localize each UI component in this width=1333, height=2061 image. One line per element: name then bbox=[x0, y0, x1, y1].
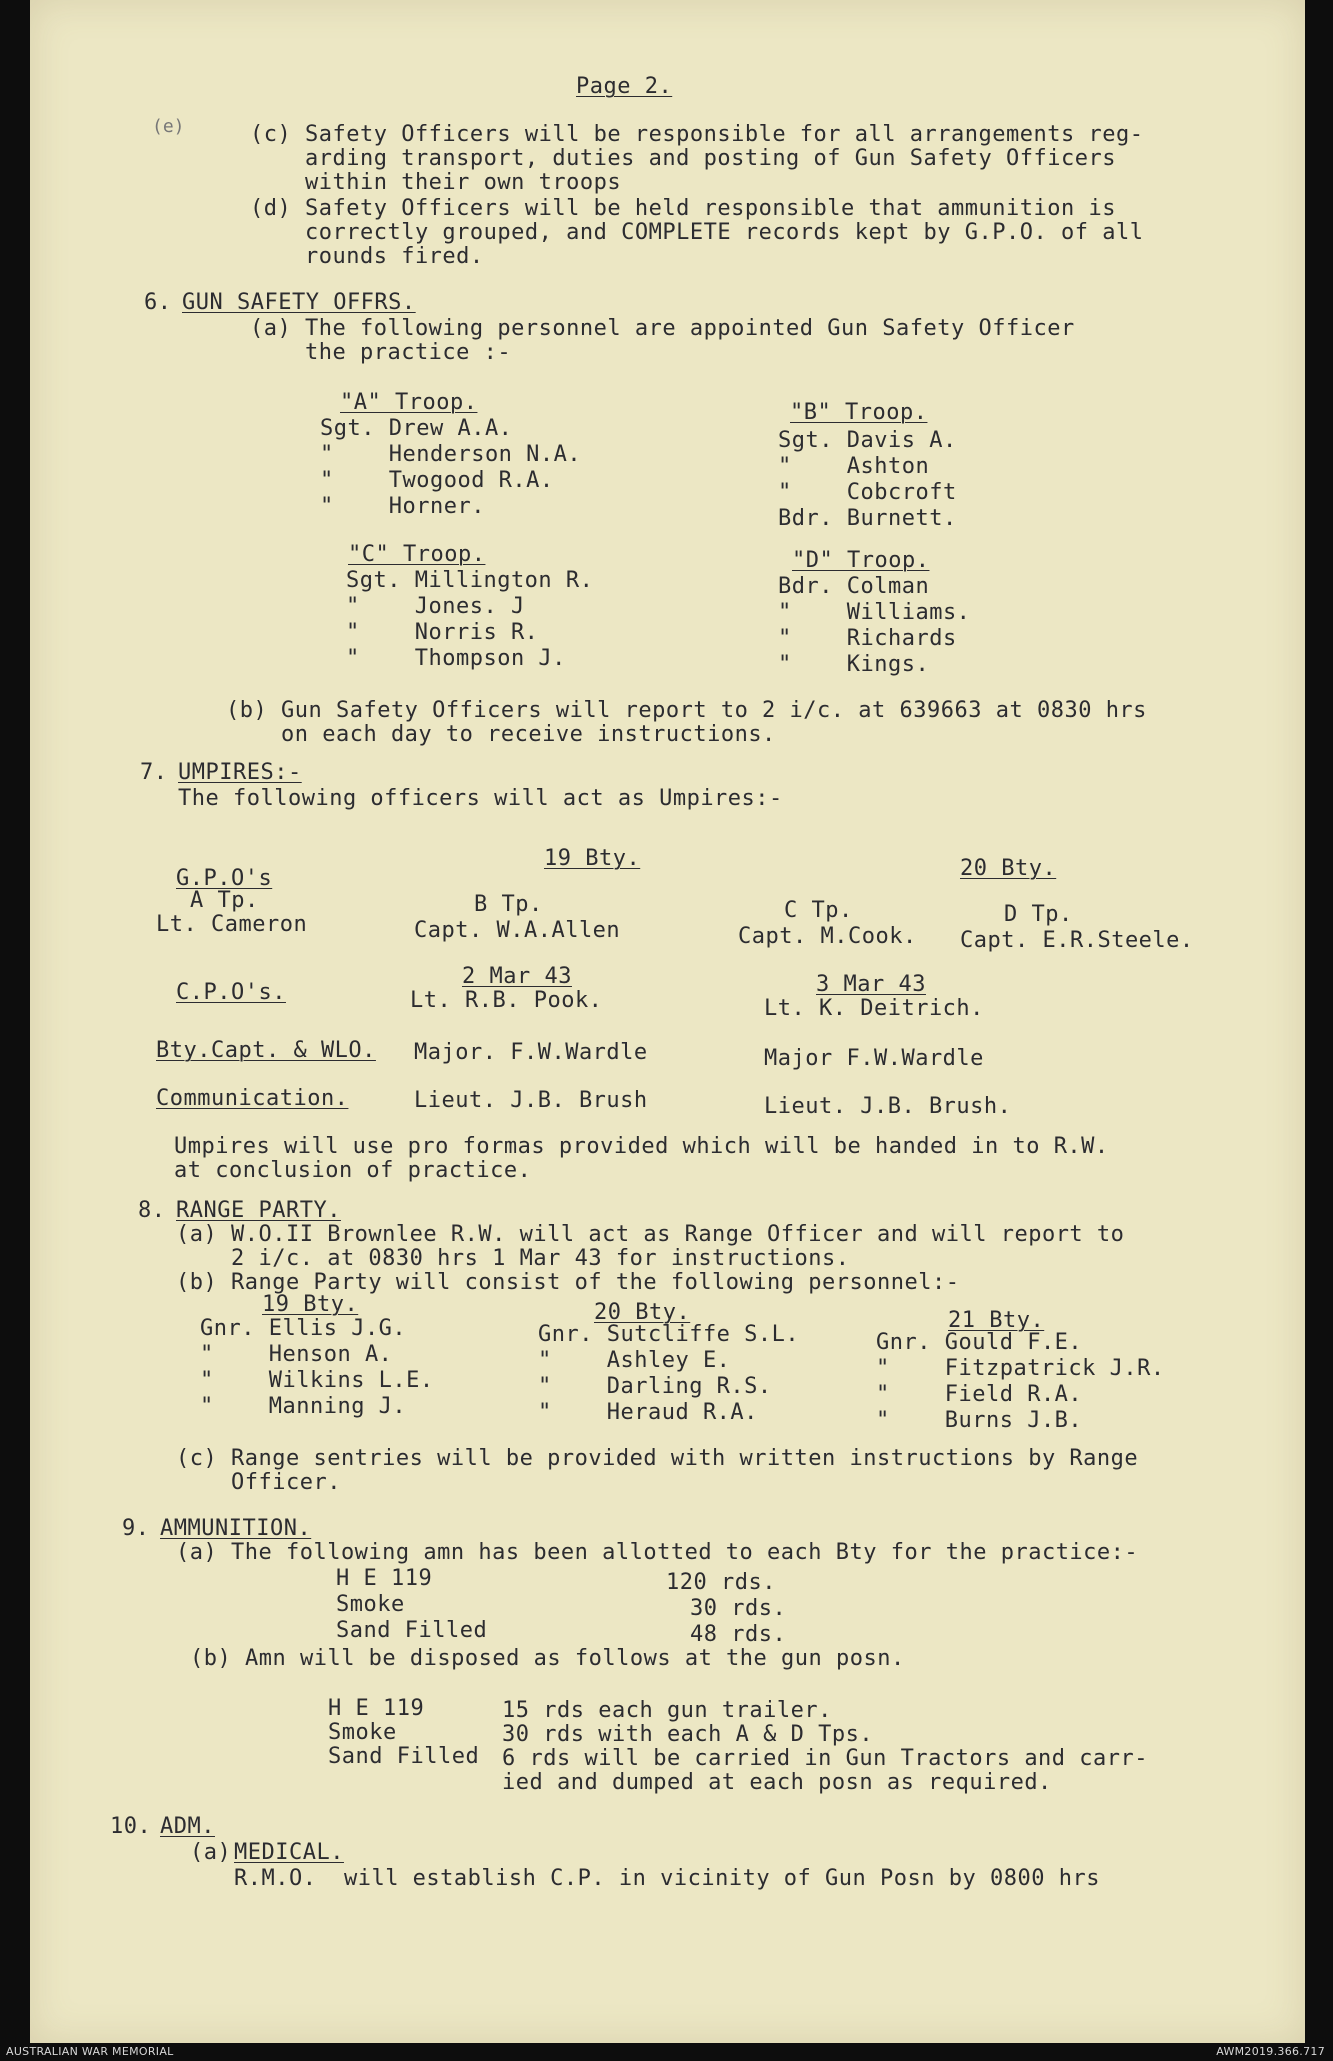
item-c-line-1: (c) Safety Officers will be responsible for all arrangements reg- bbox=[250, 122, 1144, 147]
section-9-number: 9. bbox=[122, 1516, 150, 1541]
troop-d-member: " Kings. bbox=[778, 652, 930, 677]
disposal-item: H E 119 bbox=[328, 1696, 425, 1721]
disposal-item: Smoke bbox=[328, 1720, 397, 1745]
section-6b-line-2: on each day to receive instructions. bbox=[226, 722, 776, 747]
margin-mark: (e) bbox=[152, 116, 185, 137]
troop-a-member: Sgt. Drew A.A. bbox=[320, 416, 513, 441]
troop-a-member: " Horner. bbox=[320, 494, 485, 519]
section-8a-line-1: (a) W.O.II Brownlee R.W. will act as Range Officer and will report to bbox=[176, 1222, 1125, 1247]
item-d-line-2: correctly grouped, and COMPLETE records kept by G.P.O. of all bbox=[250, 220, 1144, 245]
disposal-desc: 15 rds each gun trailer. bbox=[502, 1698, 832, 1723]
cpo-3-mar-name: Lt. K. Deitrich. bbox=[764, 996, 984, 1021]
archive-footer bbox=[0, 2044, 1333, 2061]
date-2-mar: 2 Mar 43 bbox=[462, 964, 572, 989]
footer-left: AUSTRALIAN WAR MEMORIAL bbox=[6, 2045, 174, 2058]
section-7-intro: The following officers will act as Umpires:- bbox=[178, 786, 783, 811]
troop-b-member: " Cobcroft bbox=[778, 480, 957, 505]
range-bty-19-heading: 19 Bty. bbox=[262, 1292, 359, 1317]
section-10-number: 10. bbox=[110, 1814, 152, 1839]
troop-a-title: "A" Troop. bbox=[340, 390, 478, 415]
alloc-qty: 120 rds. bbox=[666, 1570, 776, 1595]
disposal-desc: 6 rds will be carried in Gun Tractors and carr- bbox=[502, 1746, 1149, 1771]
communication-3-mar: Lieut. J.B. Brush. bbox=[764, 1094, 1012, 1119]
alloc-item: Sand Filled bbox=[336, 1618, 488, 1643]
range-bty-20-member: Gnr. Sutcliffe S.L. bbox=[538, 1322, 800, 1347]
troop-b-member: Bdr. Burnett. bbox=[778, 506, 957, 531]
troop-d-title: "D" Troop. bbox=[792, 548, 930, 573]
range-bty-19-member: " Manning J. bbox=[200, 1394, 407, 1419]
alloc-qty: 48 rds. bbox=[690, 1622, 787, 1647]
troop-c-member: " Jones. J bbox=[346, 594, 525, 619]
cpo-2-mar-name: Lt. R.B. Pook. bbox=[410, 988, 603, 1013]
item-d-line-1: (d) Safety Officers will be held responsible that ammunition is bbox=[250, 196, 1116, 221]
communication-2-mar: Lieut. J.B. Brush bbox=[414, 1088, 648, 1113]
tp-d-label: D Tp. bbox=[1004, 902, 1073, 927]
gpo-d-name: Capt. E.R.Steele. bbox=[960, 928, 1194, 953]
gpo-label: G.P.O's bbox=[176, 866, 273, 891]
section-9b-text: (b) Amn will be disposed as follows at the gun posn. bbox=[190, 1646, 905, 1671]
alloc-qty: 30 rds. bbox=[690, 1596, 787, 1621]
bty-capt-3-mar: Major F.W.Wardle bbox=[764, 1046, 984, 1071]
section-10-title: ADM. bbox=[160, 1814, 215, 1839]
section-6a-line-2: the practice :- bbox=[250, 340, 512, 365]
tp-c-label: C Tp. bbox=[784, 898, 853, 923]
troop-b-member: " Ashton bbox=[778, 454, 930, 479]
communication-label: Communication. bbox=[156, 1086, 349, 1111]
troop-c-member: " Thompson J. bbox=[346, 646, 566, 671]
range-bty-21-member: " Fitzpatrick J.R. bbox=[876, 1356, 1165, 1381]
alloc-item: H E 119 bbox=[336, 1566, 433, 1591]
troop-d-member: " Richards bbox=[778, 626, 957, 651]
troop-c-member: Sgt. Millington R. bbox=[346, 568, 594, 593]
alloc-item: Smoke bbox=[336, 1592, 405, 1617]
section-10a-label: (a) bbox=[190, 1840, 232, 1865]
troop-a-member: " Twogood R.A. bbox=[320, 468, 554, 493]
page-header: Page 2. bbox=[576, 74, 673, 99]
section-8-number: 8. bbox=[138, 1198, 166, 1223]
range-bty-21-member: Gnr. Gould F.E. bbox=[876, 1330, 1083, 1355]
range-bty-21-heading: 21 Bty. bbox=[948, 1308, 1045, 1333]
bty-20-heading: 20 Bty. bbox=[960, 856, 1057, 881]
item-d-line-3: rounds fired. bbox=[250, 244, 484, 269]
troop-d-member: Bdr. Colman bbox=[778, 574, 930, 599]
date-3-mar: 3 Mar 43 bbox=[816, 972, 926, 997]
section-7-title: UMPIRES:- bbox=[178, 760, 302, 785]
section-10a-title: MEDICAL. bbox=[234, 1840, 344, 1865]
section-9-title: AMMUNITION. bbox=[160, 1516, 312, 1541]
section-8-title: RANGE PARTY. bbox=[176, 1198, 341, 1223]
umpires-note-line-2: at conclusion of practice. bbox=[174, 1158, 532, 1183]
gpo-c-name: Capt. M.Cook. bbox=[738, 924, 917, 949]
section-6-title: GUN SAFETY OFFRS. bbox=[182, 290, 416, 315]
tp-b-label: B Tp. bbox=[474, 892, 543, 917]
range-bty-20-member: " Ashley E. bbox=[538, 1348, 731, 1373]
section-6-number: 6. bbox=[144, 290, 172, 315]
range-bty-19-member: Gnr. Ellis J.G. bbox=[200, 1316, 407, 1341]
item-c-line-2: arding transport, duties and posting of Gun Safety Officers bbox=[250, 146, 1116, 171]
section-7-number: 7. bbox=[140, 760, 168, 785]
section-8a-line-2: 2 i/c. at 0830 hrs 1 Mar 43 for instructions. bbox=[176, 1246, 850, 1271]
section-8c-line-2: Officer. bbox=[176, 1470, 341, 1495]
gpo-b-name: Capt. W.A.Allen bbox=[414, 918, 621, 943]
troop-c-member: " Norris R. bbox=[346, 620, 539, 645]
troop-b-title: "B" Troop. bbox=[790, 400, 928, 425]
tp-a-label: A Tp. bbox=[190, 888, 259, 913]
disposal-desc: ied and dumped at each posn as required. bbox=[502, 1770, 1052, 1795]
bty-19-heading: 19 Bty. bbox=[544, 846, 641, 871]
section-8b-text: (b) Range Party will consist of the following personnel:- bbox=[176, 1270, 960, 1295]
troop-c-title: "C" Troop. bbox=[348, 542, 486, 567]
bty-capt-2-mar: Major. F.W.Wardle bbox=[414, 1040, 648, 1065]
section-10a-text: R.M.O. will establish C.P. in vicinity of Gun Posn by 0800 hrs bbox=[234, 1866, 1100, 1891]
range-bty-19-member: " Henson A. bbox=[200, 1342, 393, 1367]
range-bty-20-heading: 20 Bty. bbox=[594, 1300, 691, 1325]
document-page bbox=[30, 0, 1305, 2043]
disposal-item: Sand Filled bbox=[328, 1744, 480, 1769]
range-bty-19-member: " Wilkins L.E. bbox=[200, 1368, 434, 1393]
umpires-note-line-1: Umpires will use pro formas provided which will be handed in to R.W. bbox=[174, 1134, 1109, 1159]
troop-d-member: " Williams. bbox=[778, 600, 971, 625]
range-bty-21-member: " Burns J.B. bbox=[876, 1408, 1083, 1433]
gpo-a-name: Lt. Cameron bbox=[156, 912, 308, 937]
cpo-label: C.P.O's. bbox=[176, 980, 286, 1005]
troop-a-member: " Henderson N.A. bbox=[320, 442, 582, 467]
section-8c-line-1: (c) Range sentries will be provided with written instructions by Range bbox=[176, 1446, 1139, 1471]
range-bty-20-member: " Heraud R.A. bbox=[538, 1400, 758, 1425]
footer-right: AWM2019.366.717 bbox=[1216, 2045, 1325, 2058]
section-9a-text: (a) The following amn has been allotted to each Bty for the practice:- bbox=[176, 1540, 1139, 1565]
section-6b-line-1: (b) Gun Safety Officers will report to 2 i/c. at 639663 at 0830 hrs bbox=[226, 698, 1147, 723]
troop-b-member: Sgt. Davis A. bbox=[778, 428, 957, 453]
disposal-desc: 30 rds with each A & D Tps. bbox=[502, 1722, 874, 1747]
section-6a-line-1: (a) The following personnel are appointed Gun Safety Officer bbox=[250, 316, 1075, 341]
range-bty-20-member: " Darling R.S. bbox=[538, 1374, 772, 1399]
bty-capt-label: Bty.Capt. & WLO. bbox=[156, 1038, 376, 1063]
range-bty-21-member: " Field R.A. bbox=[876, 1382, 1083, 1407]
item-c-line-3: within their own troops bbox=[250, 170, 622, 195]
